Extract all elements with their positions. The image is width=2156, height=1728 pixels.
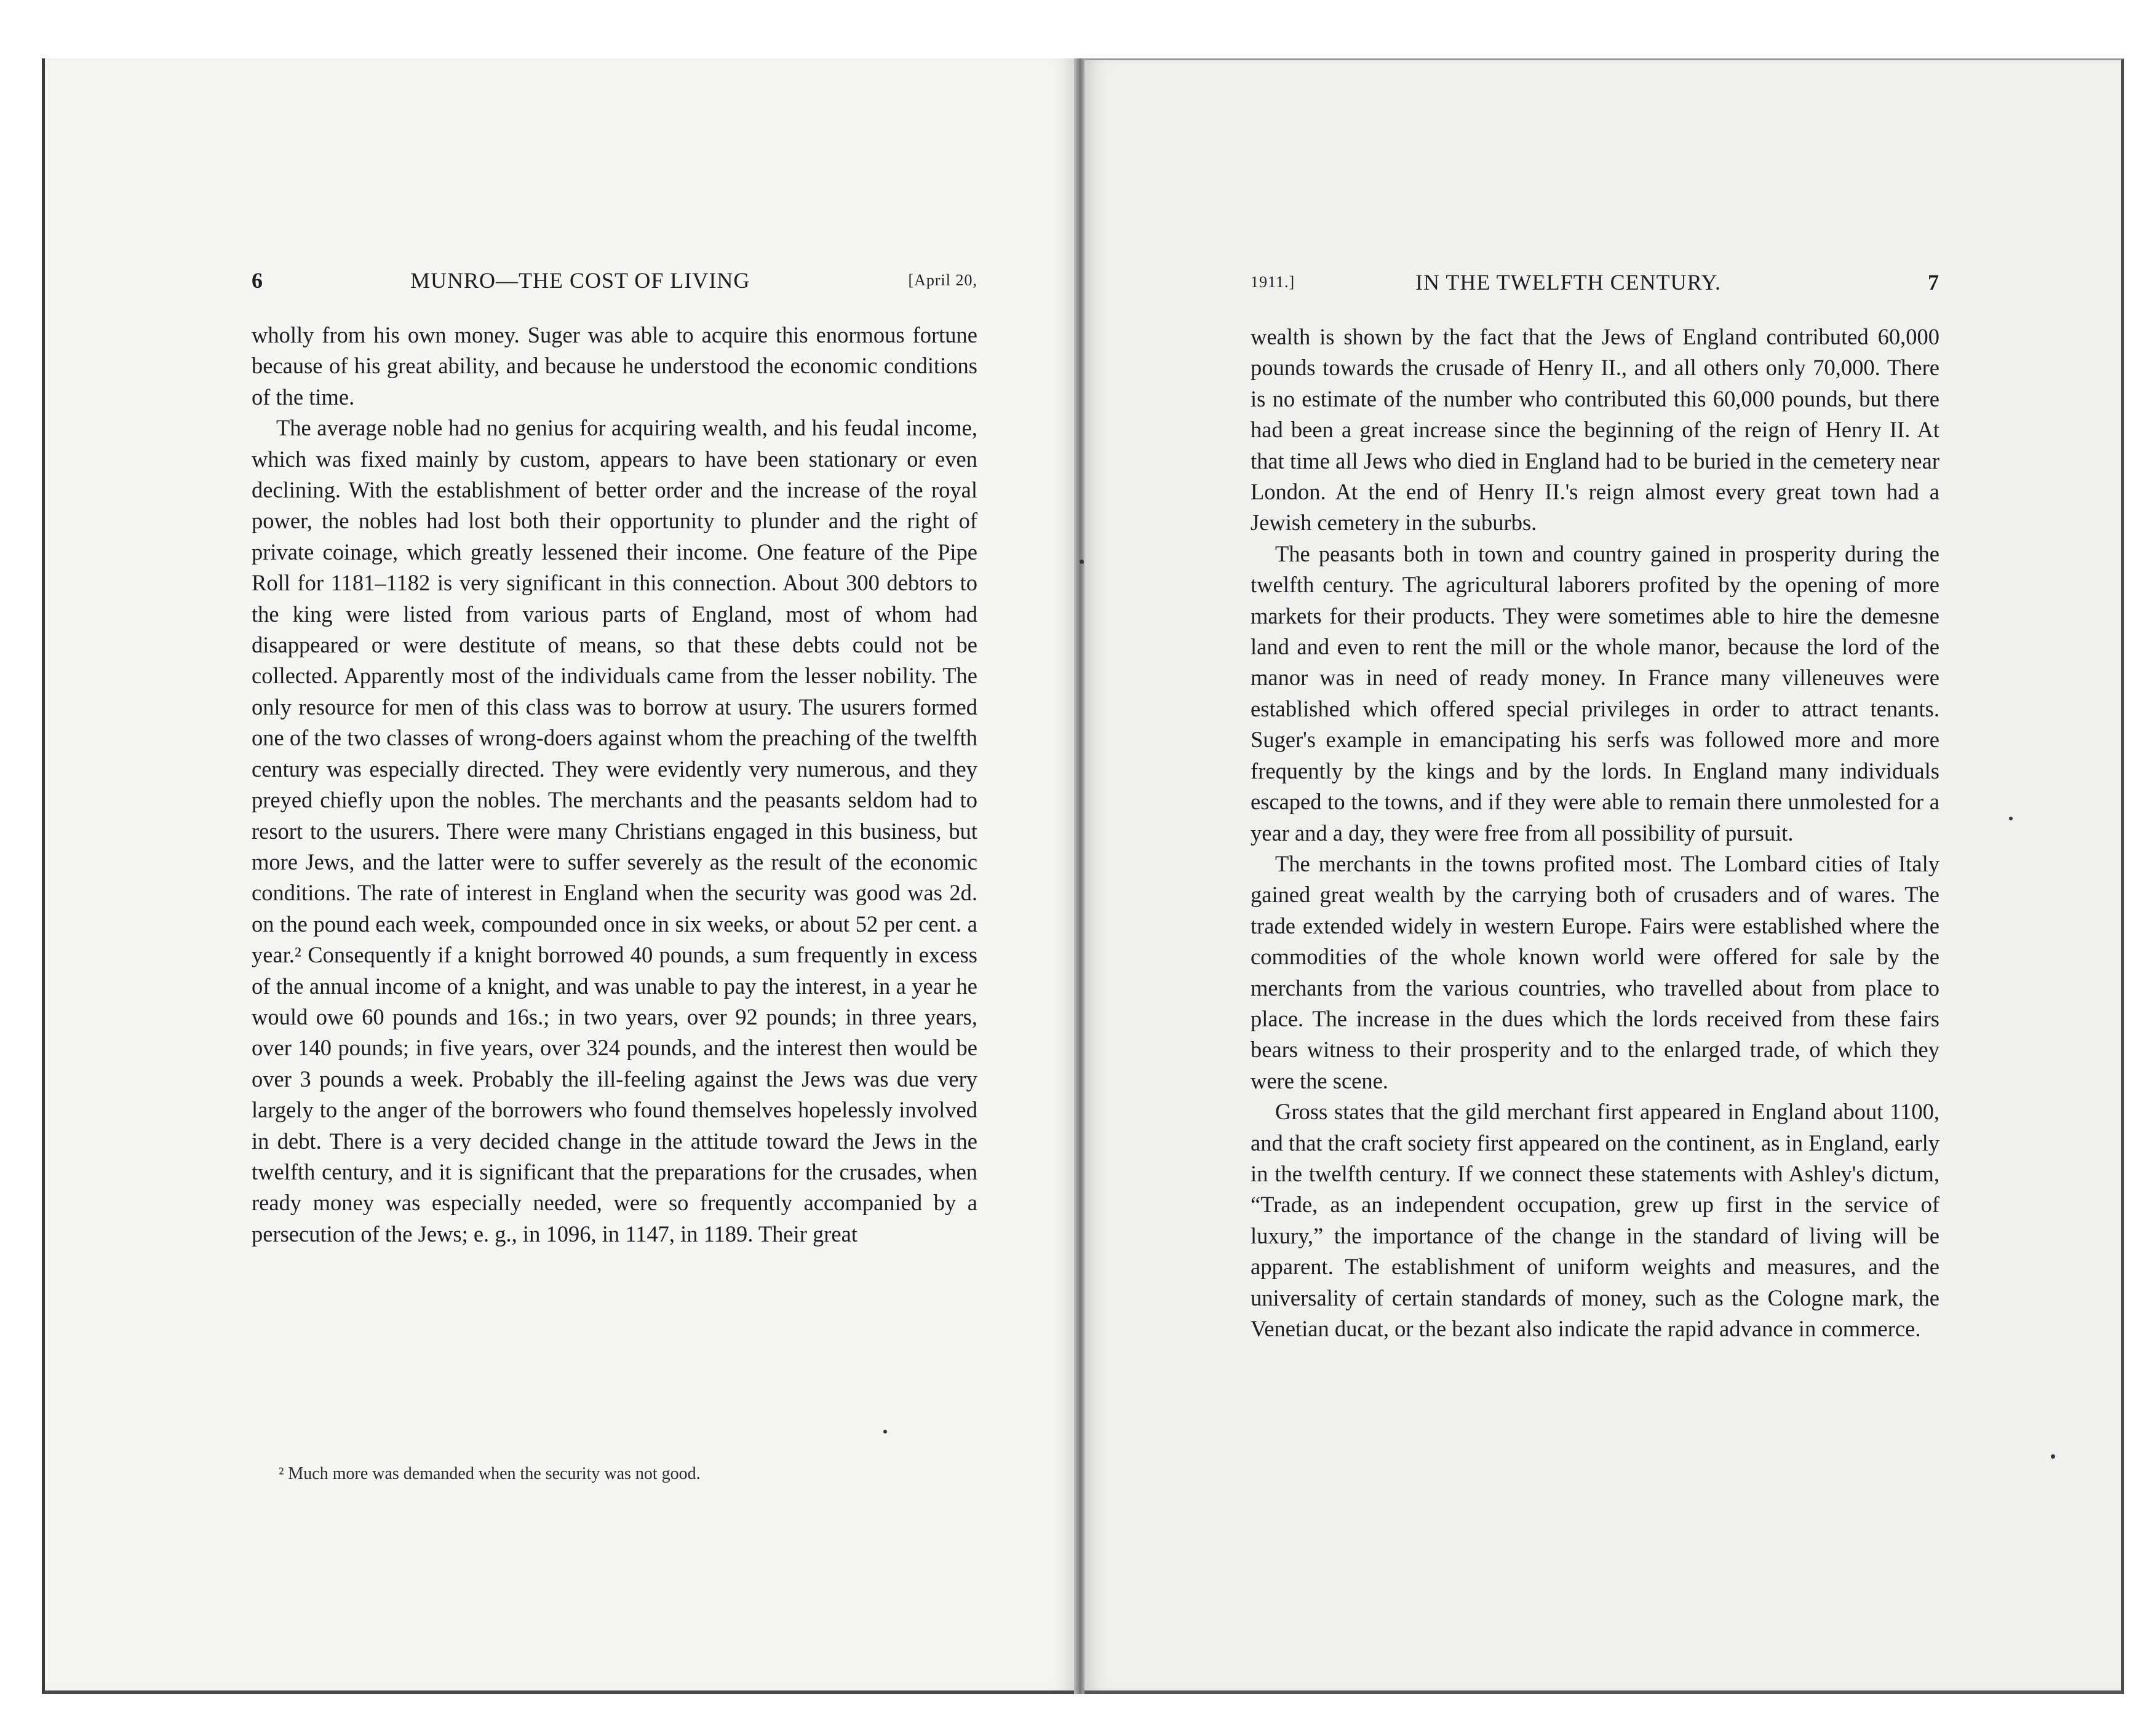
paragraph: wealth is shown by the fact that the Jews of England contributed 60,000 pounds towards the crusade of Henry II., and all others only 70,000. There is no estimate of the number who contributed this 60,000 pounds, but there had been a great increase since the beginning of the reign of Henry II. At that time all Jews who died in England had to be buried in the cemetery near London. At the end of Henry II.'s reign almost every great town had a Jewish cemetery in the suburbs. [1251, 324, 1939, 536]
paper-speck [883, 1430, 887, 1433]
running-title: MUNRO—THE COST OF LIVING [410, 268, 750, 293]
left-page [42, 58, 1075, 1694]
running-date: [April 20, [908, 271, 977, 289]
footnote: ² Much more was demanded when the security was not good. [279, 1464, 701, 1483]
paragraph: The average noble had no genius for acquiring wealth, and his feudal income, which was fixed mainly by custom, appears to have been stationary or even declining. With the establishment of better order and the increase of the royal power, the nobles had lost both their opportunity to plunder and the right of private coinage, which greatly lessened their income. One feature of the Pipe Roll for 1181–1182 is very significant in this connection. About 300 debtors to the king were listed from various parts of England, most of whom had disappeared or were destitute of means, so that these debts could not be collected. Apparently most of the individuals came from the lesser nobility. The only resource for men of this class was to borrow at usury. The usurers formed one of the two classes of wrong-doers against whom the preaching of the twelfth century was especially directed. They were evidently very numerous, and they preyed chiefly upon the nobles. The merchants and the peasants seldom had to resort to the usurers. There were many Christians engaged in this business, but more Jews, and the latter were to suffer severely as the result of the economic conditions. The rate of interest in England when the security was good was 2d. on the pound each week, compounded once in six weeks, or about 52 per cent. a year.² Consequently if a knight borrowed 40 pounds, a sum frequently in excess of the annual income of a knight, and was unable to pay the interest, in a year he would owe 60 pounds and 16s.; in two years, over 92 pounds; in three years, over 140 pounds; in five years, over 324 pounds, and the interest then would be over 3 pounds a week. Probably the ill-feeling against the Jews was due very largely to the anger of the borrowers who found themselves hopelessly involved in debt. There is a very decided change in the attitude toward the Jews in the twelfth century, and it is significant that the preparations for the crusades, when ready money was especially needed, were so frequently accompanied by a persecution of the Jews; e. g., in 1096, in 1147, in 1189. Their great [252, 415, 977, 1246]
page-number: 6 [252, 268, 263, 293]
paper-speck [2051, 1454, 2055, 1459]
page-number: 7 [1928, 270, 1939, 295]
running-date: 1911.] [1251, 273, 1295, 291]
paragraph: wholly from his own money. Suger was able to acquire this enormous fortune because of his great ability, and because he understood the economic conditions of the time. [252, 322, 977, 410]
left-body-text [252, 320, 977, 1250]
book-spread [42, 58, 2121, 1694]
paragraph: The peasants both in town and country gained in prosperity during the twelfth century. The agricultural laborers profited by the opening of more markets for their products. They were sometimes able to hire the demesne land and even to rent the mill or the whole manor, because the lord of the manor was in need of ready money. In France many villeneuves were established which offered special privileges in order to attract tenants. Suger's example in emancipating his serfs was followed more and more frequently by the kings and by the lords. In England many individuals escaped to the towns, and if they were able to remain there unmolested for a year and a day, they were free from all possibility of pursuit. [1251, 541, 1939, 846]
paper-speck [2009, 817, 2013, 820]
right-body-text [1251, 322, 1939, 1344]
right-page [1084, 58, 2124, 1694]
running-title: IN THE TWELFTH CENTURY. [1415, 270, 1721, 295]
paragraph: Gross states that the gild merchant first appeared in England about 1100, and that the craft society first appeared on the continent, as in England, early in the twelfth century. If we connect these statements with Ashley's dictum, “Trade, as an independent occupation, grew up first in the service of luxury,” the importance of the change in the standard of living will be apparent. The establishment of uniform weights and measures, and the universality of certain standards of money, such as the Cologne mark, the Venetian ducat, or the bezant also indicate the rapid advance in commerce. [1251, 1099, 1939, 1341]
paper-speck [1080, 560, 1084, 564]
paragraph: The merchants in the towns profited most. The Lombard cities of Italy gained great wealth by the carrying both of crusaders and of wares. The trade extended widely in western Europe. Fairs were established where the commodities of the whole known world were offered for sale by the merchants from the various countries, who travelled about from place to place. The increase in the dues which the lords received from these fairs bears witness to their prosperity and to the enlarged trade, of which they were the scene. [1251, 850, 1939, 1093]
